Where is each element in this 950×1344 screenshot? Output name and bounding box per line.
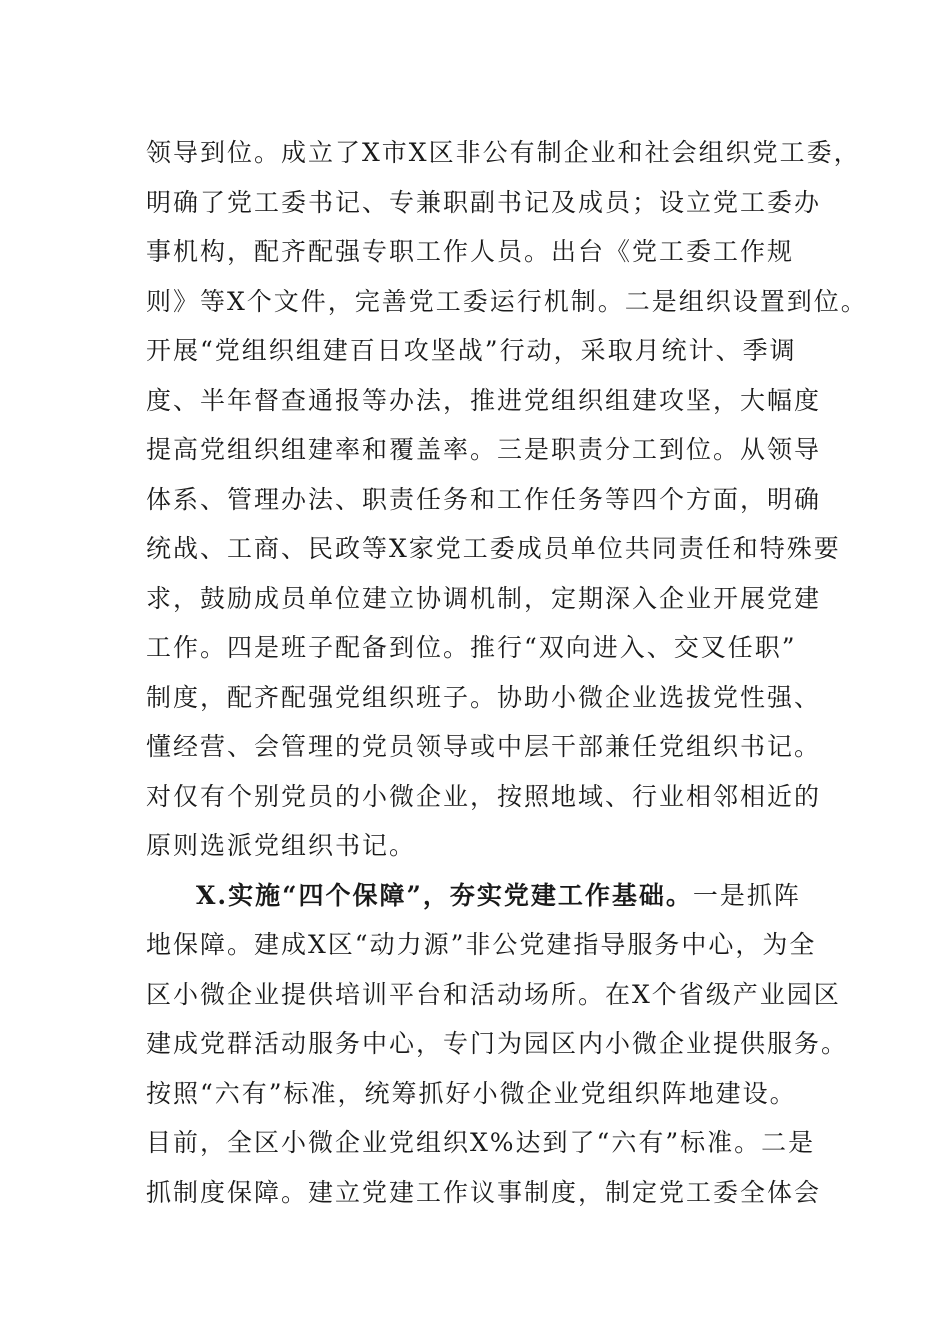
text-line: 对仅有个别党员的小微企业，按照地域、行业相邻相近的	[146, 781, 822, 811]
text-line: 求，鼓励成员单位建立协调机制，定期深入企业开展党建	[146, 583, 822, 613]
text-line: 地保障。建成X区“动力源”非公党建指导服务中心，为全	[146, 930, 817, 959]
text-line: 统战、工商、民政等X家党工委成员单位共同责任和特殊要	[146, 534, 841, 563]
document-body	[146, 128, 868, 1217]
text-line: 领导到位。成立了X市X区非公有制企业和社会组织党工委，	[146, 138, 861, 167]
text-line: 提高党组织组建率和覆盖率。三是职责分工到位。从领导	[146, 435, 822, 464]
text-line: 开展“党组织组建百日攻坚战”行动，采取月统计、季调	[146, 336, 797, 365]
text-line: 事机构，配齐配强专职工作人员。出台《党工委工作规	[146, 237, 795, 266]
text-line: 制度，配齐配强党组织班子。协助小微企业选拔党性强、	[146, 682, 822, 712]
text-line: 明确了党工委书记、专兼职副书记及成员；设立党工委办	[146, 187, 822, 217]
paragraph-heading-line	[146, 871, 836, 921]
text-line: 区小微企业提供培训平台和活动场所。在X个省级产业园区	[146, 979, 841, 1009]
text-line: 原则选派党组织书记。	[146, 831, 417, 860]
text-line: 度、半年督查通报等办法，推进党组织组建攻坚，大幅度	[146, 385, 822, 415]
text-line: 目前，全区小微企业党组织X%达到了“六有”标准。二是	[146, 1128, 816, 1157]
text-line: 懂经营、会管理的党员领导或中层干部兼任党组织书记。	[146, 732, 822, 761]
text-span: 一是抓阵	[692, 880, 801, 910]
text-line: 工作。四是班子配备到位。推行“双向进入、交叉任职”	[146, 633, 797, 662]
section-heading: X.实施“四个保障”，夯实党建工作基础。	[196, 880, 693, 910]
text-line: 建成党群活动服务中心，专门为园区内小微企业提供服务。	[146, 1029, 849, 1058]
text-line: 按照“六有”标准，统筹抓好小微企业党组织阵地建设。	[146, 1078, 797, 1108]
text-line: 则》等X个文件，完善党工委运行机制。二是组织设置到位。	[146, 286, 868, 316]
text-line: 体系、管理办法、职责任务和工作任务等四个方面，明确	[146, 484, 822, 514]
text-line: 抓制度保障。建立党建工作议事制度，制定党工委全体会	[146, 1177, 822, 1207]
